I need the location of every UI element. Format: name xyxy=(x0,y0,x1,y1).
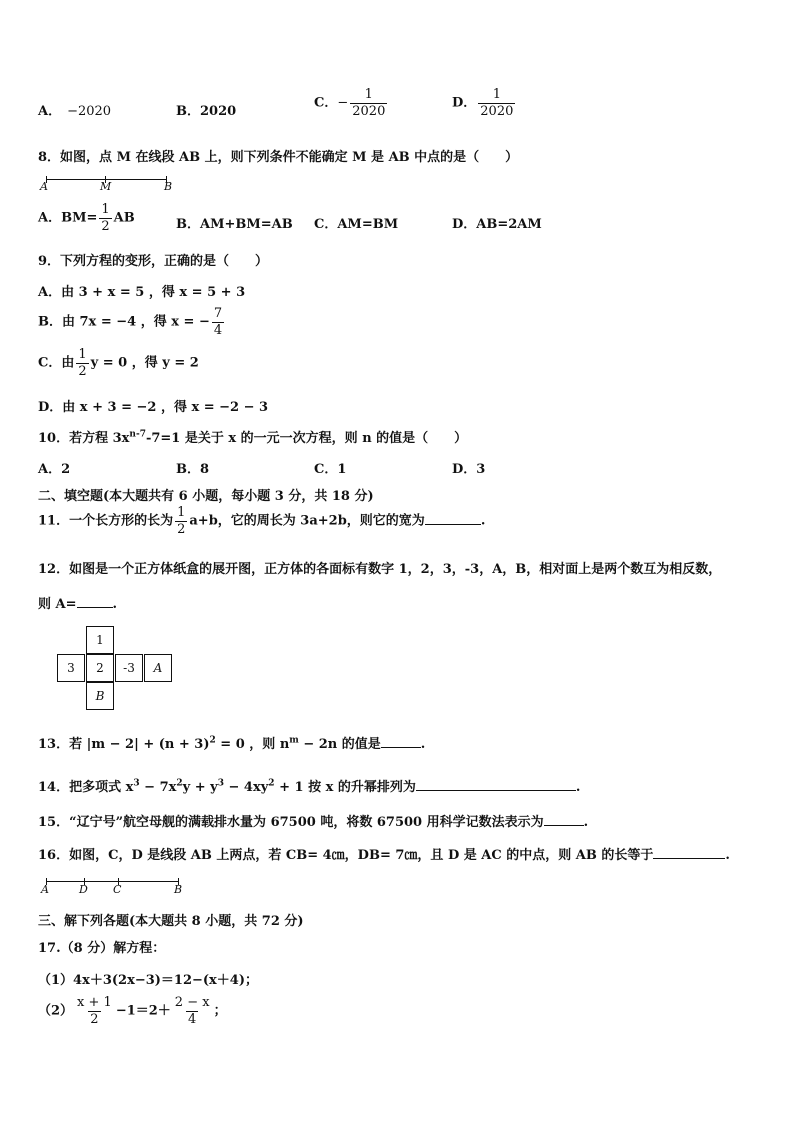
q13 xyxy=(38,733,425,752)
q14-text: − 4xy xyxy=(223,780,269,795)
label-m: M xyxy=(100,180,112,193)
answer-blank xyxy=(425,511,481,525)
fraction xyxy=(76,348,88,378)
option-text: C．由 xyxy=(38,355,75,371)
q7-option-a xyxy=(38,100,111,119)
fraction xyxy=(175,506,187,536)
q17-part2 xyxy=(38,996,227,1026)
q9-option-c xyxy=(38,348,199,378)
denominator: 2 xyxy=(90,1011,99,1027)
option-label: B． xyxy=(176,104,200,119)
q10-stem xyxy=(38,427,467,446)
q17-part1: （1）4x＋3(2x−3)＝12−(x＋4)； xyxy=(38,973,259,988)
option-tail: AB xyxy=(113,210,135,226)
answer-blank xyxy=(77,594,113,608)
denominator: 4 xyxy=(188,1011,197,1027)
label-a: A xyxy=(40,180,48,193)
fraction xyxy=(350,88,387,118)
q12-line1: 12．如图是一个正方体纸盒的展开图，正方体的各面标有数字 1，2，3，-3，A，B，相对面上是两个数互为相反数， xyxy=(38,562,722,577)
numerator: 1 xyxy=(364,87,373,102)
q7-option-d xyxy=(452,88,517,118)
q14-text: − 7x xyxy=(139,780,177,795)
label-a: A xyxy=(41,883,49,896)
q14 xyxy=(38,776,580,795)
q8-stem: 8．如图，点 M 在线段 AB 上，则下列条件不能确定 M 是 AB 中点的是（ ） xyxy=(38,150,519,165)
q13-post: − 2n 的值是 xyxy=(298,737,381,752)
q14-text: + 1 按 x 的升幂排列为 xyxy=(274,780,416,795)
q8-option-c: C．AM=BM xyxy=(314,217,399,232)
q9-stem: 9．下列方程的变形，正确的是（ ） xyxy=(38,254,269,269)
label-b: B xyxy=(164,180,173,193)
answer-blank xyxy=(416,777,576,791)
answer-blank xyxy=(381,734,421,748)
exponent: 3 xyxy=(217,778,224,789)
q13-mid: = 0 ，则 n xyxy=(215,737,290,752)
denominator: 2020 xyxy=(480,103,514,119)
q14-text: 14．把多项式 x xyxy=(38,780,134,795)
numerator: x + 1 xyxy=(77,995,112,1010)
q14-end: . xyxy=(575,780,581,795)
cube-net-cell: A xyxy=(144,654,172,682)
numerator: 1 xyxy=(78,347,87,362)
q17-stem: 17.（8 分）解方程： xyxy=(38,941,166,956)
fraction xyxy=(173,996,212,1026)
q9-option-a: A．由 3 + x = 5 ，得 x = 5 + 3 xyxy=(38,285,246,300)
denominator: 4 xyxy=(213,322,223,338)
label-c: C xyxy=(113,883,122,896)
answer-blank xyxy=(544,812,584,826)
option-label: D． xyxy=(452,95,477,111)
stem-pre: 10．若方程 3x xyxy=(38,431,130,446)
option-tail: y = 0 ，得 y = 2 xyxy=(90,355,199,371)
numerator: 2 − x xyxy=(174,995,210,1010)
fraction xyxy=(478,88,515,118)
q9-option-b xyxy=(38,307,226,337)
q13-end: . xyxy=(420,737,426,752)
exponent: n-7 xyxy=(129,429,146,440)
part-label: （2） xyxy=(38,1003,74,1019)
exponent: 2 xyxy=(209,735,216,746)
numerator: 1 xyxy=(101,202,110,217)
numerator: 7 xyxy=(213,306,223,321)
option-text: A．BM= xyxy=(38,210,98,226)
q7-option-c xyxy=(314,88,389,118)
cube-net-cell: B xyxy=(86,682,114,710)
section-2-heading: 二、填空题(本大题共有 6 小题，每小题 3 分，共 18 分) xyxy=(38,489,374,504)
q8-option-b: B．AM+BM=AB xyxy=(176,217,293,232)
q15-end: . xyxy=(583,815,589,830)
denominator: 2 xyxy=(101,218,110,234)
cube-net-cell: 3 xyxy=(57,654,85,682)
q13-pre: 13．若 |m − 2| + (n + 3) xyxy=(38,737,210,752)
q15 xyxy=(38,811,588,830)
fraction xyxy=(212,307,224,337)
exponent: 2 xyxy=(176,778,183,789)
label-d: D xyxy=(79,883,88,896)
q11 xyxy=(38,506,485,536)
q8-option-d: D．AB=2AM xyxy=(452,217,542,232)
q16 xyxy=(38,844,730,863)
denominator: 2 xyxy=(177,521,186,537)
denominator: 2 xyxy=(78,363,87,379)
exponent: 2 xyxy=(268,778,275,789)
cube-net-cell: -3 xyxy=(115,654,143,682)
q10-option-c: C．1 xyxy=(314,462,347,477)
exponent: 3 xyxy=(133,778,140,789)
q12-prefix: 则 A= xyxy=(38,597,77,612)
exponent: m xyxy=(289,735,299,746)
q11-pre: 11．一个长方形的长为 xyxy=(38,513,174,529)
option-value: 2020 xyxy=(200,104,237,119)
numerator: 1 xyxy=(492,87,501,102)
label-b: B xyxy=(174,883,183,896)
q14-text: y + y xyxy=(182,780,218,795)
option-label: A． xyxy=(38,104,62,119)
segment-line xyxy=(46,881,178,882)
q11-post: a+b，它的周长为 3a+2b，则它的宽为 xyxy=(189,513,425,529)
q12-line2 xyxy=(38,593,117,612)
q7-option-b xyxy=(176,100,236,119)
section-3-heading: 三、解下列各题(本大题共 8 小题，共 72 分) xyxy=(38,914,304,929)
q12-end: . xyxy=(112,597,118,612)
answer-blank xyxy=(653,845,725,859)
q15-text: 15．“辽宁号”航空母舰的满载排水量为 67500 吨，将数 67500 用科学记数法表示为 xyxy=(38,815,544,830)
q10-option-d: D．3 xyxy=(452,462,486,477)
option-text: B．由 7x = −4 ，得 x = − xyxy=(38,314,210,330)
equation-end: ； xyxy=(213,1003,227,1019)
option-value: −2020 xyxy=(67,104,112,119)
stem-post: -7=1 是关于 x 的一元一次方程，则 n 的值是（ ） xyxy=(145,431,468,446)
cube-net-cell: 1 xyxy=(86,626,114,654)
q9-option-d: D．由 x + 3 = −2 ，得 x = −2 − 3 xyxy=(38,400,269,415)
fraction xyxy=(75,996,114,1026)
cube-net-cell: 2 xyxy=(86,654,114,682)
q11-end: . xyxy=(480,513,486,529)
numerator: 1 xyxy=(177,505,186,520)
option-sign: − xyxy=(337,95,349,111)
q10-option-a: A．2 xyxy=(38,462,71,477)
q16-end: . xyxy=(725,848,730,863)
q10-option-b: B．8 xyxy=(176,462,210,477)
denominator: 2020 xyxy=(352,103,386,119)
fraction xyxy=(99,203,111,233)
q8-option-a xyxy=(38,203,135,233)
equation-middle: −1＝2＋ xyxy=(115,1003,171,1019)
q16-text: 16．如图，C，D 是线段 AB 上两点，若 CB= 4㎝，DB= 7㎝，且 D 是 AC 的中点，则 AB 的长等于 xyxy=(38,848,654,863)
option-label: C． xyxy=(314,95,338,111)
